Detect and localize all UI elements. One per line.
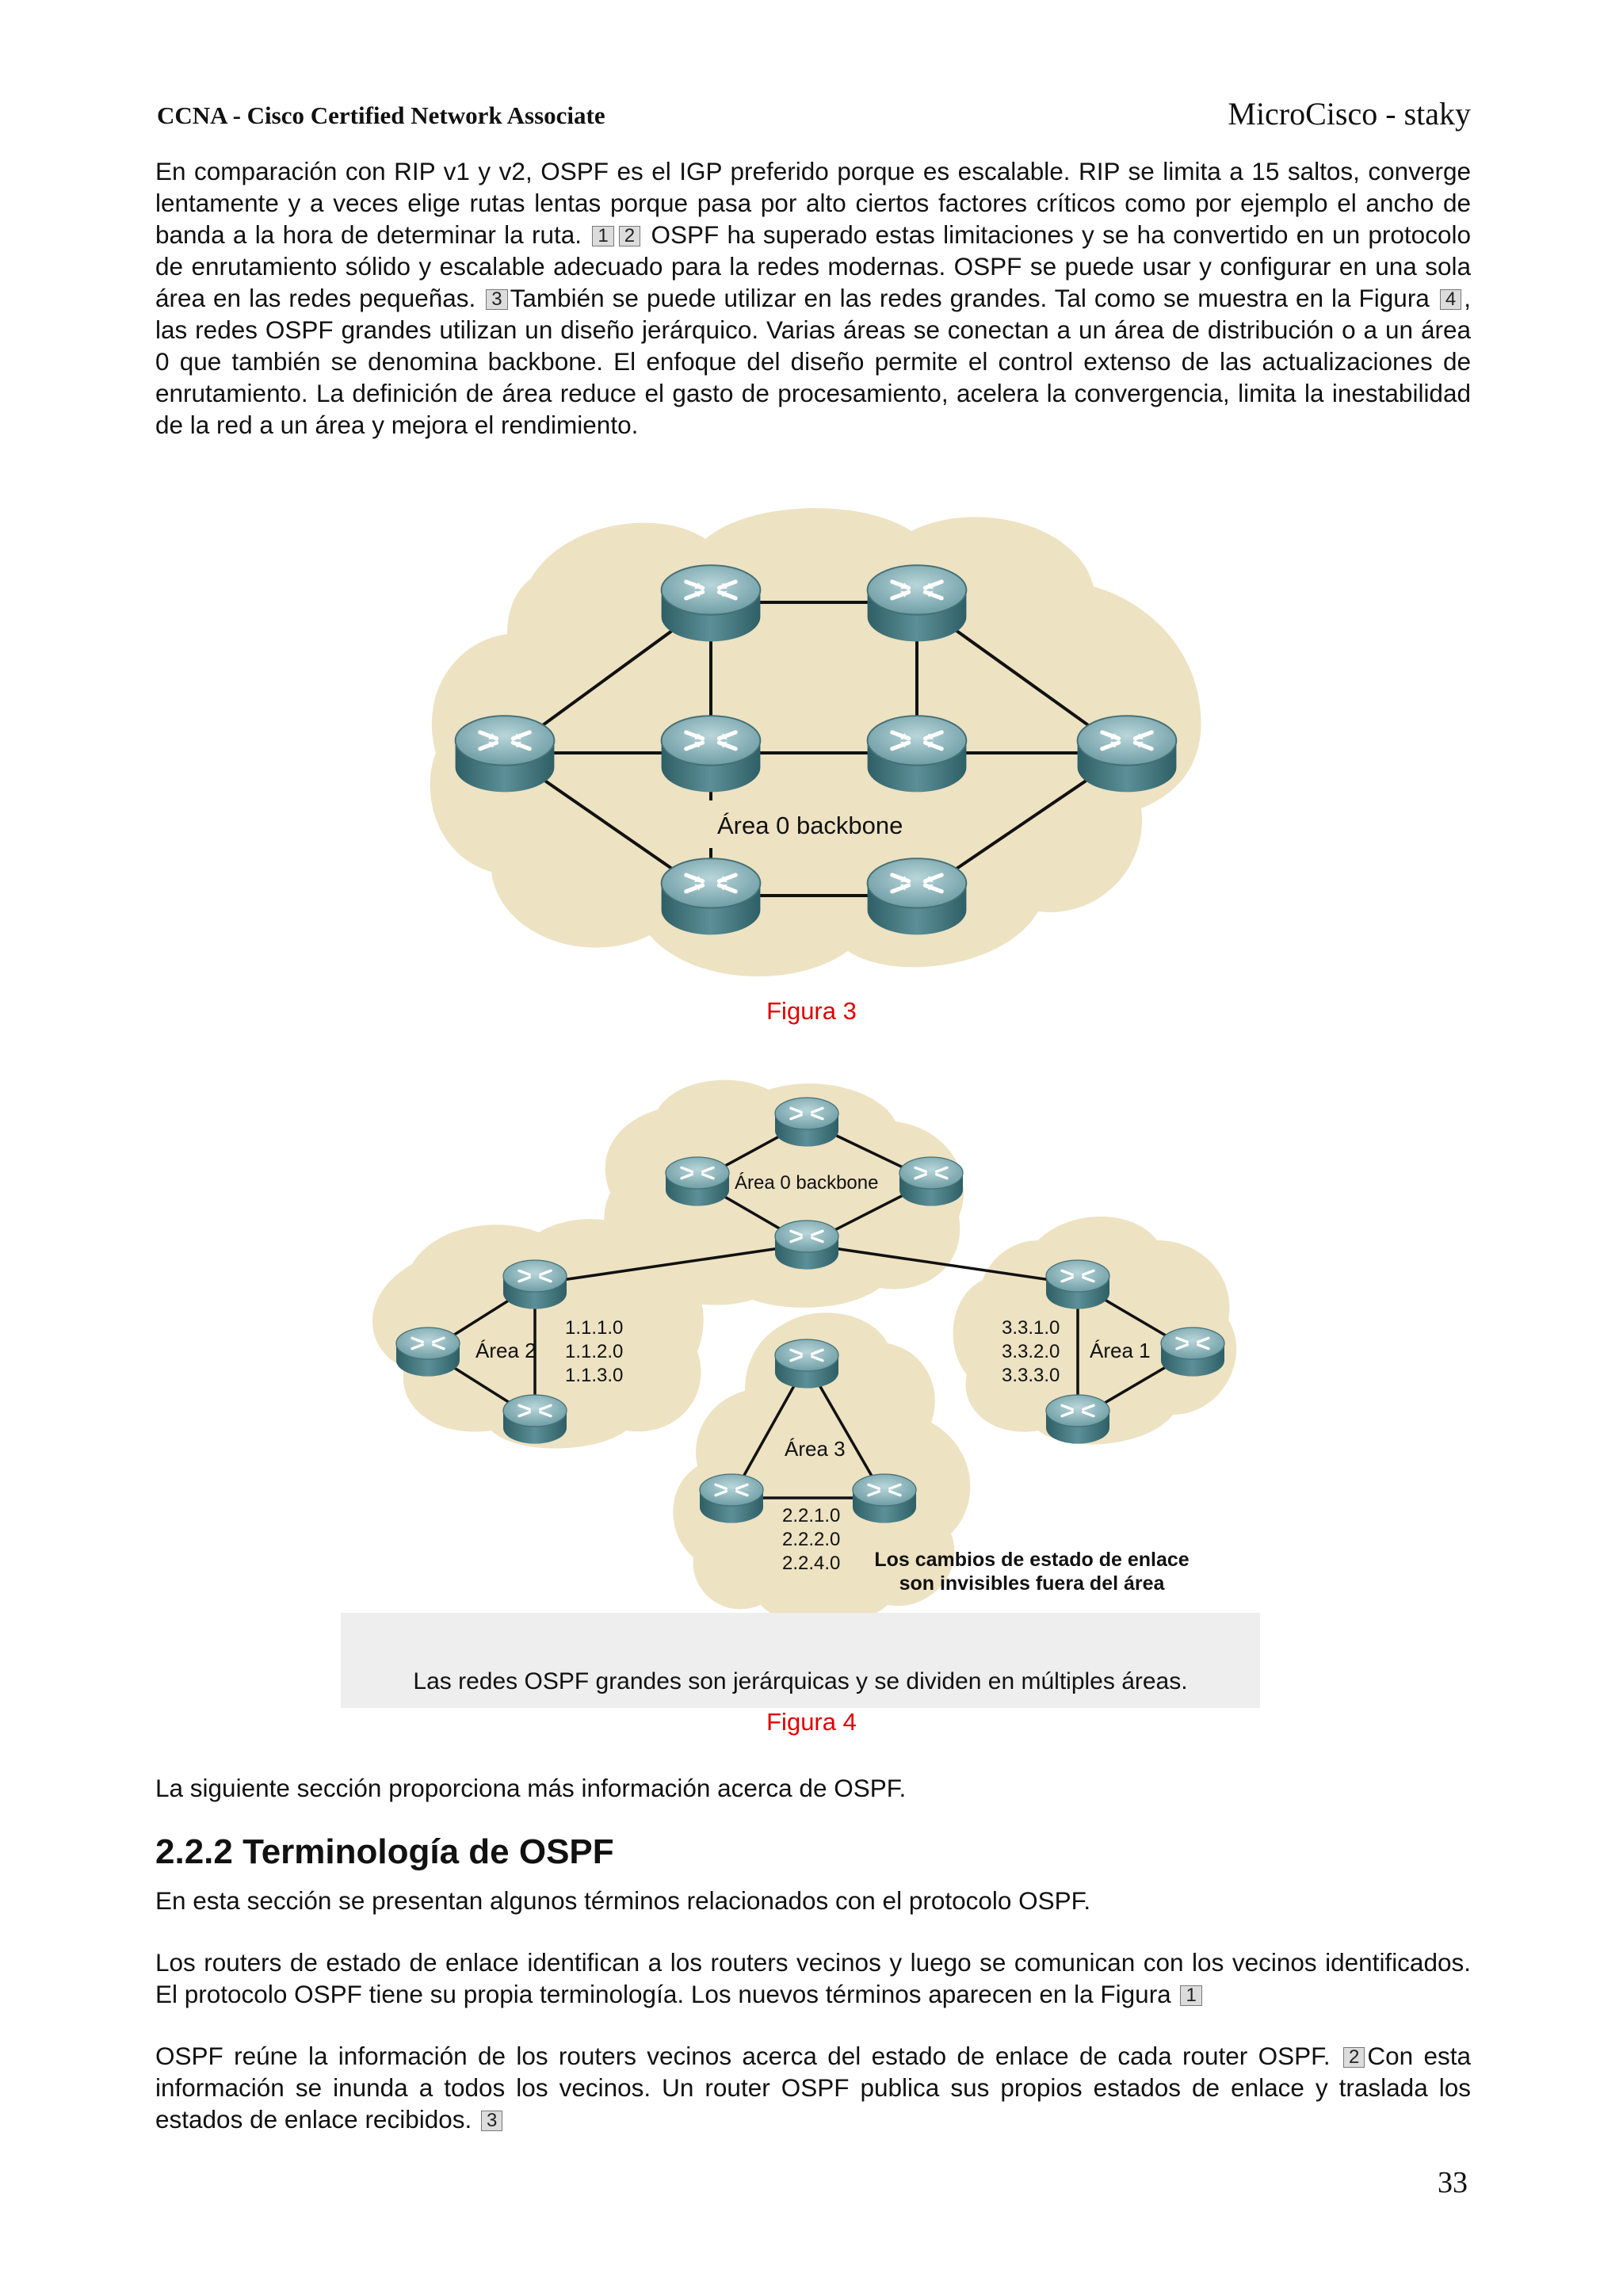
header-author: MicroCisco - staky xyxy=(1228,96,1471,132)
section-heading: 2.2.2 Terminología de OSPF xyxy=(155,1832,614,1871)
area2-network: 1.1.1.0 xyxy=(565,1317,624,1339)
router-icon xyxy=(396,1328,460,1377)
area1-network: 3.3.3.0 xyxy=(1002,1365,1060,1386)
router-icon xyxy=(666,1157,729,1206)
area2-network: 1.1.3.0 xyxy=(565,1365,624,1386)
figure-4-diagram xyxy=(341,1074,1260,1708)
router-icon xyxy=(1161,1328,1224,1377)
figure-ref-badge[interactable]: 3 xyxy=(481,2111,502,2131)
paragraph-text: OSPF reúne la información de los routers vecinos acerca del estado de enlace de cada router OSPF. xyxy=(155,2042,1331,2070)
figure-ref-badge[interactable]: 2 xyxy=(1343,2047,1365,2068)
area3-network: 2.2.2.0 xyxy=(782,1529,841,1550)
paragraph-flooding xyxy=(155,2040,1471,2135)
area0-label: Área 0 backbone xyxy=(735,1172,879,1194)
paragraph-text: OSPF ha superado estas limitaciones y se ha convertido en un protocolo de enrutamiento sólido y escalable adecuado para la redes modernas. OSPF se puede usar y configurar en una sola área en las redes pequeñas. xyxy=(155,220,1471,312)
paragraph-text: , las redes OSPF grandes utilizan un diseño jerárquico. Varias áreas se conectan a un área de distribución o a un área 0 que también se denomina backbone. El enfoque del diseño permite el control extenso de las actualizaciones de enrutamiento. La definición de área reduce el gasto de procesamiento, acelera la convergencia, limita la inestabilidad de la red a un área y mejora el rendimiento. xyxy=(155,284,1471,439)
router-icon xyxy=(700,1474,763,1523)
paragraph-text: En comparación con RIP v1 y v2, OSPF es el IGP preferido porque es escalable. RIP se limita a 15 saltos, converge lentamente y a veces elige rutas lentas porque pasa por alto ciertos factores críticos como por ejemplo el ancho de banda a la hora de determinar la ruta. xyxy=(155,157,1471,249)
area3-label: Área 3 xyxy=(785,1437,846,1461)
router-icon xyxy=(503,1260,567,1309)
paragraph-next-section: La siguiente sección proporciona más información acerca de OSPF. xyxy=(155,1774,907,1802)
area1-label: Área 1 xyxy=(1090,1339,1151,1362)
router-icon xyxy=(899,1157,963,1206)
figure-ref-badge[interactable]: 3 xyxy=(486,289,507,310)
section-intro: En esta sección se presentan algunos términos relacionados con el protocolo OSPF. xyxy=(155,1886,1091,1915)
header-title: CCNA - Cisco Certified Network Associate xyxy=(157,101,605,129)
paragraph-text: Con esta información se inunda a todos los vecinos. Un router OSPF publica sus propios estados de enlace y traslada los estados de enlace recibidos. xyxy=(155,2042,1471,2134)
paragraph-intro xyxy=(155,155,1471,441)
area1-network: 3.3.2.0 xyxy=(1002,1341,1060,1362)
banner-text: Las redes OSPF grandes son jerárquicas y se dividen en múltiples áreas. xyxy=(413,1668,1188,1694)
router-icon xyxy=(775,1098,838,1147)
router-icon xyxy=(853,1474,916,1523)
area3-network: 2.2.4.0 xyxy=(782,1553,841,1574)
router-icon xyxy=(503,1395,567,1444)
paragraph-neighbors xyxy=(155,1946,1471,2010)
router-icon xyxy=(1078,716,1177,792)
figure-4-caption: Figura 4 xyxy=(766,1708,857,1736)
area2-label: Área 2 xyxy=(475,1339,537,1362)
router-icon xyxy=(662,858,761,934)
backbone-label: Área 0 backbone xyxy=(717,812,903,839)
router-icon xyxy=(662,565,761,641)
figure-ref-badge[interactable]: 1 xyxy=(1180,1985,1201,2006)
router-icon xyxy=(775,1221,838,1270)
paragraph-text: Los routers de estado de enlace identifican a los routers vecinos y luego se comunican con los vecinos identificados. El protocolo OSPF tiene su propia terminología. Los nuevos términos aparecen en la Figura xyxy=(155,1948,1471,2008)
area1-network: 3.3.1.0 xyxy=(1002,1317,1060,1339)
router-icon xyxy=(775,1339,838,1389)
figure-3-caption: Figura 3 xyxy=(766,997,857,1025)
router-icon xyxy=(1046,1395,1109,1444)
note-text: Los cambios de estado de enlace xyxy=(874,1549,1190,1571)
figure-ref-badge[interactable]: 4 xyxy=(1440,289,1461,310)
area2-network: 1.1.2.0 xyxy=(565,1341,624,1362)
router-icon xyxy=(456,716,555,792)
area3-network: 2.2.1.0 xyxy=(782,1505,841,1526)
note-text: son invisibles fuera del área xyxy=(899,1572,1165,1595)
paragraph-text: También se puede utilizar en las redes grandes. Tal como se muestra en la Figura xyxy=(510,284,1430,312)
router-icon xyxy=(868,858,967,934)
figure-ref-badge[interactable]: 2 xyxy=(619,226,640,246)
router-icon xyxy=(1046,1260,1109,1309)
router-icon xyxy=(868,565,967,641)
router-icon xyxy=(868,716,967,792)
figure-3-diagram xyxy=(420,491,1212,999)
figure-ref-badge[interactable]: 1 xyxy=(592,226,613,246)
page-number: 33 xyxy=(1438,2166,1468,2199)
router-icon xyxy=(662,716,761,792)
